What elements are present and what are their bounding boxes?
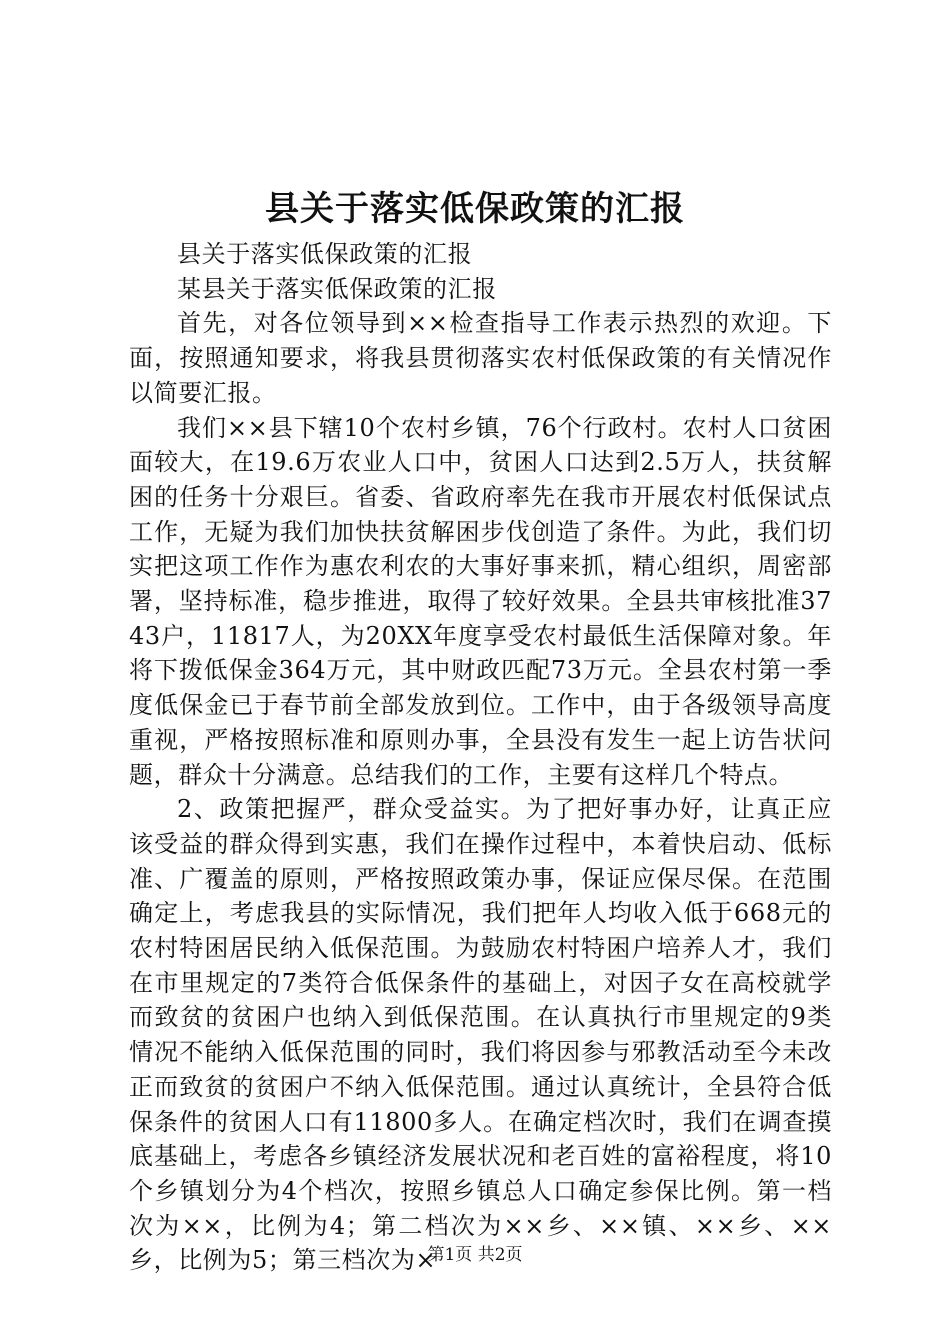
paragraph-heading: 某县关于落实低保政策的汇报 <box>177 274 497 303</box>
paragraph-policy: 2、政策把握严，群众受益实。为了把好事办好，让真正应该受益的群众得到实惠，我们在操作过程中，本着快启动、低标准、广覆盖的原则，严格按照政策办事，保证应保尽保。在范围确定上，考虑我县的实际情况，我们把年人均收入低于668元的农村特困居民纳入低保范围。为鼓励农村特困户培养人才，我们在市里规定的7类符合低保条件的基础上，对因子女在高校就学而致贫的贫困户也纳入到低保范围。在认真执行市里规定的9类情况不能纳入低保范围的同时，我们将因参与邪教活动至今未改正而致贫的贫困户不纳入低保范围。通过认真统计，全县符合低保条件的贫困人口有11800多人。在确定档次时，我们在调查摸底基础上，考虑各乡镇经济发展状况和老百姓的富裕程度，将10个乡镇划分为4个档次，按照乡镇总人口确定参保比例。第一档次为××，比例为4；第二档次为××乡、××镇、××乡、××乡，比例为5；第三档次为× <box>129 795 832 1275</box>
paragraph-intro: 首先，对各位领导到××检查指导工作表示热烈的欢迎。下面，按照通知要求，将我县贯彻落实农村低保政策的有关情况作以简要汇报。 <box>129 309 832 407</box>
paragraph-overview: 我们××县下辖10个农村乡镇，76个行政村。农村人口贫困面较大，在19.6万农业人口中，贫困人口达到2.5万人，扶贫解困的任务十分艰巨。省委、省政府率先在我市开展农村低保试点工作，无疑为我们加快扶贫解困步伐创造了条件。为此，我们切实把这项工作作为惠农利农的大事好事来抓，精心组织，周密部署，坚持标准，稳步推进，取得了较好效果。全县共审核批准3743户，11817人，为20XX年度享受农村最低生活保障对象。年将下拨低保金364万元，其中财政匹配73万元。全县农村第一季度低保金已于春节前全部发放到位。工作中，由于各级领导高度重视，严格按照标准和原则办事，全县没有发生一起上访告状问题，群众十分满意。总结我们的工作，主要有这样几个特点。 <box>129 413 832 789</box>
paragraph-subtitle: 县关于落实低保政策的汇报 <box>177 240 473 268</box>
document-body <box>129 237 832 1278</box>
page-number-footer: 第1页 共2页 <box>427 1245 523 1265</box>
document-title: 县关于落实低保政策的汇报 <box>265 189 685 229</box>
